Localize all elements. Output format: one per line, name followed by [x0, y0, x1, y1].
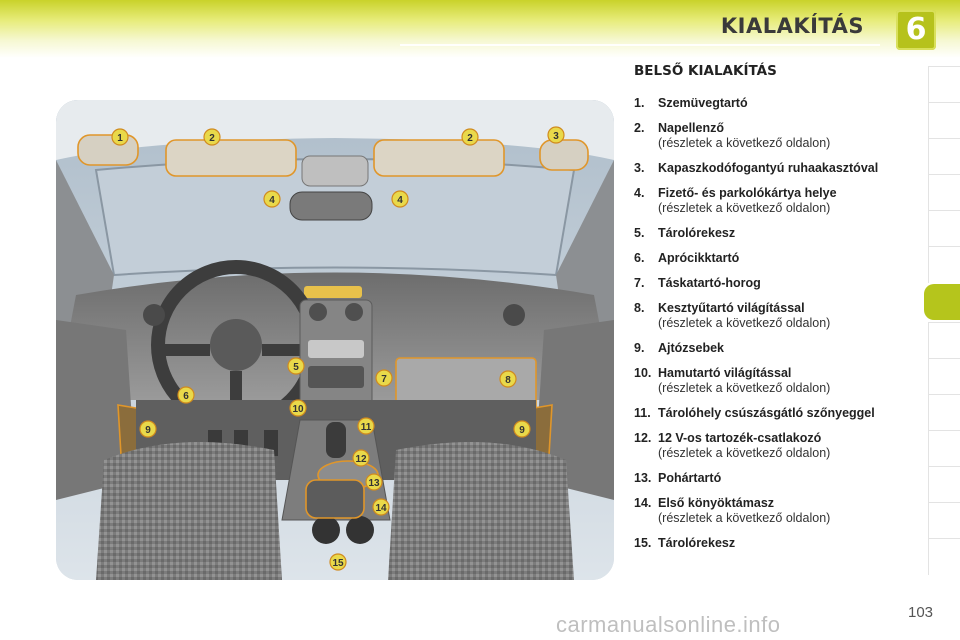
- marker-6: 6: [183, 391, 189, 402]
- marker-4-left: 4: [269, 195, 275, 206]
- marker-11: 11: [360, 422, 372, 433]
- item-number: 14.: [634, 496, 652, 510]
- chapter-tab[interactable]: [928, 246, 960, 283]
- list-item: [634, 186, 918, 216]
- item-label: Első könyöktámasz: [658, 496, 775, 510]
- item-number: 9.: [634, 341, 645, 355]
- item-number: 15.: [634, 536, 652, 550]
- chapter-tab[interactable]: [928, 66, 960, 103]
- marker-7: 7: [381, 374, 387, 385]
- item-label: Tárolórekesz: [658, 226, 736, 240]
- marker-12: 12: [355, 454, 367, 465]
- list-item: [634, 366, 918, 396]
- car-interior-drawing: [56, 100, 614, 580]
- list-item: [634, 226, 918, 241]
- list-item: [634, 341, 918, 356]
- header-stripe: [400, 44, 880, 46]
- chapter-number-badge: 6: [896, 10, 936, 50]
- marker-4-right: 4: [397, 195, 403, 206]
- list-item: [634, 161, 918, 176]
- item-number: 8.: [634, 301, 645, 315]
- chapter-tab[interactable]: [928, 174, 960, 211]
- marker-5: 5: [293, 362, 299, 373]
- item-label: Kapaszkodófogantyú ruhaakasztóval: [658, 161, 879, 175]
- section-title: BELSŐ KIALAKÍTÁS: [634, 63, 777, 79]
- marker-8: 8: [505, 375, 511, 386]
- chapter-tab[interactable]: [928, 138, 960, 175]
- chapter-tab[interactable]: [928, 394, 960, 431]
- item-label: Szemüvegtartó: [658, 96, 748, 110]
- list-item: [634, 96, 918, 111]
- item-number: 2.: [634, 121, 645, 135]
- marker-13: 13: [368, 478, 380, 489]
- marker-2-right: 2: [467, 133, 473, 144]
- chapter-tab[interactable]: [928, 466, 960, 503]
- list-item: [634, 251, 918, 266]
- item-number: 3.: [634, 161, 645, 175]
- chapter-tab[interactable]: [928, 358, 960, 395]
- item-number: 7.: [634, 276, 645, 290]
- item-number: 11.: [634, 406, 651, 420]
- item-label: Tárolórekesz: [658, 536, 736, 550]
- chapter-title: KIALAKÍTÁS: [720, 14, 864, 38]
- item-label: Táskatartó-horog: [658, 276, 761, 290]
- list-item: [634, 536, 918, 551]
- item-number: 6.: [634, 251, 645, 265]
- watermark: carmanualsonline.info: [556, 612, 781, 637]
- item-number: 5.: [634, 226, 645, 240]
- chapter-tab[interactable]: [928, 210, 960, 247]
- item-detail: (részletek a következő oldalon): [658, 381, 831, 395]
- list-item: [634, 496, 918, 526]
- item-number: 13.: [634, 471, 652, 485]
- marker-15: 15: [332, 558, 344, 569]
- list-item: [634, 301, 918, 331]
- list-item: [634, 431, 918, 461]
- item-detail: (részletek a következő oldalon): [658, 136, 831, 150]
- marker-14: 14: [375, 503, 387, 514]
- marker-1: 1: [117, 133, 123, 144]
- marker-9-left: 9: [145, 425, 151, 436]
- item-number: 1.: [634, 96, 645, 110]
- item-label: Aprócikktartó: [658, 251, 740, 265]
- item-label: Napellenző: [658, 121, 724, 135]
- item-detail: (részletek a következő oldalon): [658, 446, 831, 460]
- item-detail: (részletek a következő oldalon): [658, 316, 831, 330]
- chapter-tab[interactable]: [928, 430, 960, 467]
- chapter-tabs: [928, 66, 960, 576]
- page-number: 103: [908, 604, 934, 621]
- item-label: Tárolóhely csúszásgátló szőnyeggel: [658, 406, 875, 420]
- list-item: [634, 276, 918, 291]
- item-number: 4.: [634, 186, 645, 200]
- list-item: [634, 471, 918, 486]
- item-number: 12.: [634, 431, 652, 445]
- marker-9-right: 9: [519, 425, 525, 436]
- chapter-tab[interactable]: [928, 538, 960, 575]
- chapter-tab[interactable]: [928, 102, 960, 139]
- item-label: Pohártartó: [658, 471, 722, 485]
- list-item: [634, 121, 918, 151]
- item-list: [634, 96, 918, 561]
- chapter-tab[interactable]: [928, 322, 960, 359]
- item-number: 10.: [634, 366, 652, 380]
- item-detail: (részletek a következő oldalon): [658, 201, 831, 215]
- interior-illustration: [56, 100, 614, 580]
- item-label: Ajtózsebek: [658, 341, 724, 355]
- chapter-tab[interactable]: [928, 502, 960, 539]
- chapter-tab-active[interactable]: [924, 284, 960, 320]
- item-label: Hamutartó világítással: [658, 366, 792, 380]
- marker-2-left: 2: [209, 133, 215, 144]
- list-item: [634, 406, 918, 421]
- item-label: Fizető- és parkolókártya helye: [658, 186, 837, 200]
- page-header: [0, 0, 960, 58]
- item-label: 12 V-os tartozék-csatlakozó: [658, 431, 822, 445]
- item-label: Kesztyűtartó világítással: [658, 301, 805, 315]
- item-detail: (részletek a következő oldalon): [658, 511, 831, 525]
- marker-10: 10: [292, 404, 304, 415]
- marker-3: 3: [553, 131, 559, 142]
